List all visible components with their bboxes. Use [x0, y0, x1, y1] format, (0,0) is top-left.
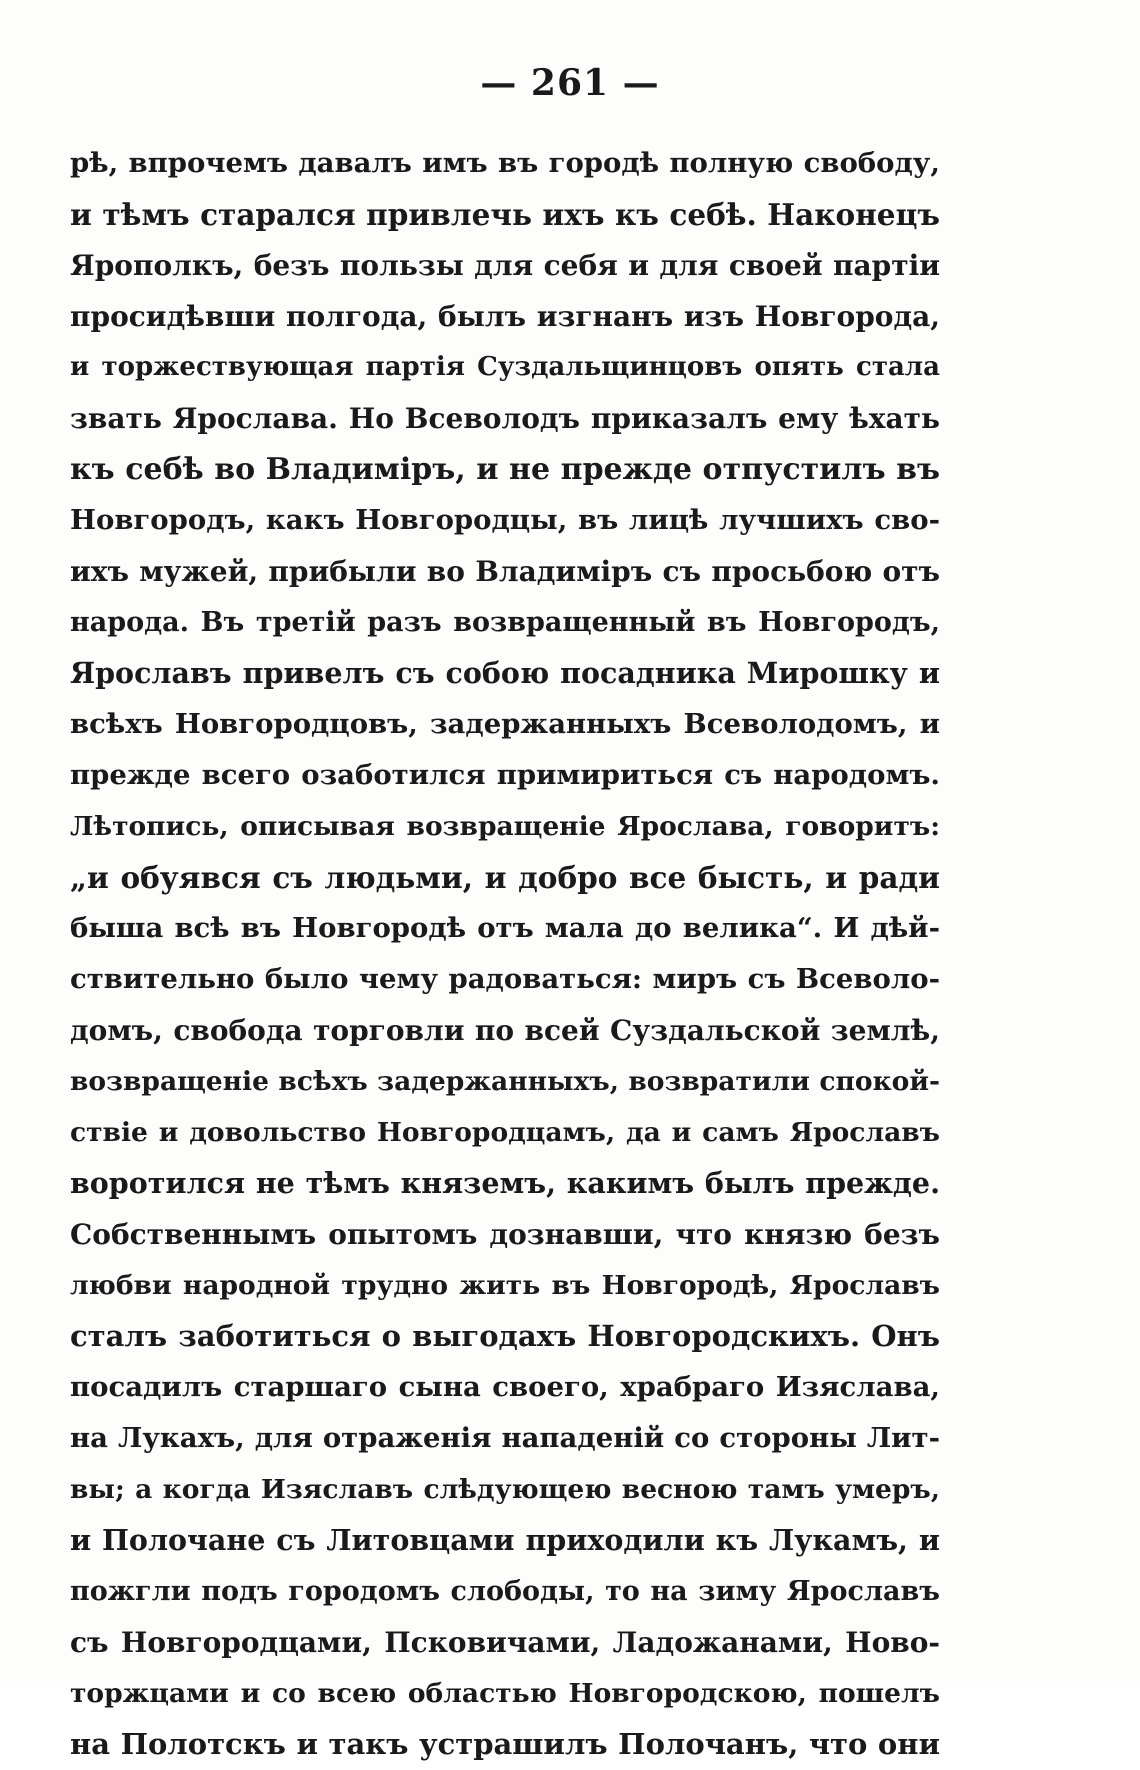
text-line: воротился не тѣмъ княземъ, какимъ былъ прежде. [70, 1166, 940, 1200]
text-line: Новгородъ, какъ Новгородцы, въ лицѣ лучшихъ сво- [70, 504, 940, 536]
text-line: къ себѣ во Владиміръ, и не прежде отпустилъ въ [70, 452, 940, 487]
text-line: домъ, свобода торговли по всей Суздальской землѣ, [70, 1014, 940, 1047]
text-line: посадилъ старшаго сына своего, храбраго Изяслава, [70, 1371, 940, 1403]
text-line: съ Новгородцами, Псковичами, Ладожанами, Ново- [70, 1626, 940, 1659]
text-line: Ярополкъ, безъ пользы для себя и для своей партіи [70, 249, 940, 282]
text-line: ствіе и довольство Новгородцамъ, да и самъ Ярославъ [70, 1117, 940, 1148]
text-line: народа. Въ третій разъ возвращенный въ Новгородъ, [70, 607, 940, 638]
text-line: вы; а когда Изяславъ слѣдующею весною тамъ умеръ, [70, 1474, 940, 1505]
text-line: сталъ заботиться о выгодахъ Новгородскихъ. Онъ [70, 1319, 940, 1353]
text-line: возвращеніе всѣхъ задержанныхъ, возвратили спокой- [70, 1066, 940, 1097]
text-line: быша всѣ въ Новгородѣ отъ мала до велика“. И дѣй- [70, 912, 940, 944]
body-text [70, 138, 940, 1770]
text-line: любви народной трудно жить въ Новгородѣ, Ярославъ [70, 1270, 940, 1301]
text-line: звать Ярослава. Но Всеволодъ приказалъ ему ѣхать [70, 402, 940, 435]
text-line: и тѣмъ старался привлечь ихъ къ себѣ. Наконецъ [70, 197, 940, 232]
text-line: прежде всего озаботился примириться съ народомъ. [70, 759, 940, 791]
text-line: рѣ, впрочемъ давалъ имъ въ городѣ полную свободу, [70, 147, 940, 179]
text-line: торжцами и со всею областью Новгородскою, пошелъ [70, 1678, 940, 1709]
text-line: и Полочане съ Литовцами приходили къ Лукамъ, и [70, 1523, 940, 1557]
text-line: на Лукахъ, для отраженія нападеній со стороны Лит- [70, 1422, 940, 1454]
text-line: всѣхъ Новгородцовъ, задержанныхъ Всеволодомъ, и [70, 708, 940, 740]
text-line: „и обуявся съ людьми, и добро все бысть, и ради [70, 860, 940, 895]
text-line: на Полотскъ и такъ устрашилъ Полочанъ, что они [70, 1727, 940, 1761]
text-line: Собственнымъ опытомъ дознавши, что князю безъ [70, 1218, 940, 1251]
text-line: пожгли подъ городомъ слободы, то на зиму Ярославъ [70, 1576, 940, 1607]
text-line: просидѣвши полгода, былъ изгнанъ изъ Новгорода, [70, 300, 940, 333]
text-line: Ярославъ привелъ съ собою посадника Мирошку и [70, 656, 940, 690]
text-line: Лѣтопись, описывая возвращеніе Ярослава, говоритъ: [70, 811, 940, 842]
text-line: и торжествующая партія Суздальщинцовъ опять стала [70, 352, 940, 382]
text-line: ствительно было чему радоваться: миръ съ Всеволо- [70, 963, 940, 995]
text-line: ихъ мужей, прибыли во Владиміръ съ просьбою отъ [70, 555, 940, 588]
page-number: — 261 — [480, 62, 660, 104]
